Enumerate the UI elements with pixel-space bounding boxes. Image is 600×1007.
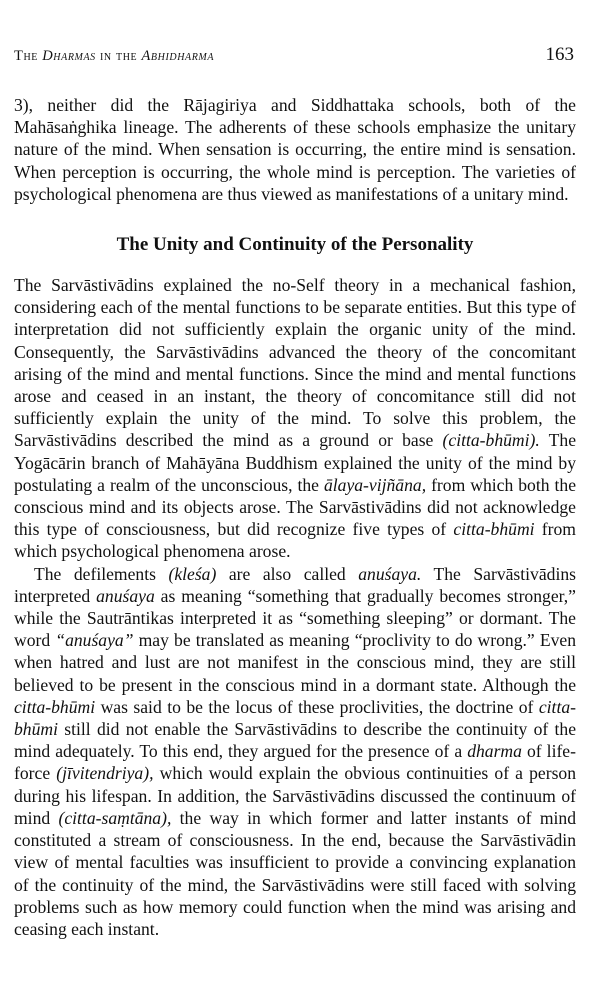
running-title-part: in the (95, 48, 142, 64)
italic-term: anuśaya. (358, 563, 422, 584)
text-run: from which psychological phenomena arose. (14, 519, 576, 562)
italic-term: “anuśaya” (55, 630, 134, 651)
book-page (14, 44, 576, 940)
section-heading: The Unity and Continuity of the Personality (116, 234, 474, 256)
text-run: The Sarvāstivādins explained the no-Self theory in a mechanical fashion, considering each of the mental functions to be separate entities. But this type of interpretation did not sufficiently explain the organic unity of the mind. Consequently, the Sarvāstivādins advanced the theory of the concomitant arising of the mind and mental functions. Since the mind and mental functions arose and ceased in an instant, the theory of concomitance still did not sufficiently explain the unity of the mind. To solve this problem, the Sarvāstivādins described the mind as a ground or base (14, 275, 576, 451)
italic-term: citta-bhūmi (14, 696, 96, 717)
text-run: The Sarvāstivādins interpreted (14, 563, 576, 606)
italic-term: anuśaya (96, 585, 155, 606)
paragraph-unity (14, 274, 576, 563)
text-run: The defilements (34, 563, 169, 584)
running-head (14, 44, 576, 66)
text-run: the way in which former and latter instants of mind constituted a stream of consciousness. In the end, because the Sarvāstivādin view of mental faculties was insufficient to provide a convincing explanation of the continuity of the mind, the Sarvāstivādins were still faced with solving problems such as how memory could function when the mind was arising and ceasing each instant. (14, 807, 576, 939)
italic-term: citta-bhūmi (14, 696, 576, 740)
text-run: may be translated as meaning “proclivity to do wrong.” Even when hatred and lust are not manifest in the conscious mind, they are still believed to be present in the conscious mind in a dormant state. Although the (14, 630, 576, 695)
page-number: 163 (545, 44, 574, 65)
running-title-part: The (14, 48, 43, 64)
italic-term: (citta-saṃtāna), (58, 807, 172, 828)
italic-term: (jīvitendriya), (56, 763, 154, 784)
paragraph-defilements (14, 563, 576, 940)
text-run: The Yogācārin branch of Mahāyāna Buddhism explained the unity of the mind by postulating a realm of the unconscious, the (14, 430, 576, 495)
italic-term: (citta-bhūmi). (442, 430, 540, 451)
italic-term: citta-bhūmi (453, 519, 535, 540)
text-run: which would explain the obvious continuities of a person during his lifespan. In addition, the Sarvāstivādins discussed the continuum of mind (14, 763, 577, 828)
text-run: still did not enable the Sarvāstivādins to describe the continuity of the mind adequately. To this end, they argued for the presence of a (14, 719, 576, 762)
running-title (14, 48, 214, 65)
text-run: from which both the conscious mind and its objects arose. The Sarvāstivādins did not acknowledge this type of consciousness, but did recognize five types of (14, 474, 576, 540)
text-run: are also called (216, 563, 359, 584)
running-title-italic: Dharmas (42, 48, 96, 64)
italic-term: dharma (467, 741, 522, 762)
running-title-italic: Abhidharma (141, 48, 215, 64)
text-run: as meaning “something that gradually becomes stronger,” while the Sautrāntikas interpreted it as “something sleeping” or dormant. The word (14, 585, 576, 651)
text-run: of lifeforce (14, 741, 576, 784)
italic-term: (kleśa) (168, 563, 217, 584)
italic-term: ālaya-vijñāna, (323, 474, 427, 495)
paragraph-continuation: 3), neither did the Rājagiriya and Siddhattaka schools, both of the Mahāsaṅghika lineage. The adherents of these schools emphasize the unitary nature of the mind. When sensation is occurring, the entire mind is sensation. When perception is occurring, the whole mind is perception. The varieties of psychological phenomena are thus viewed as manifestations of a unitary mind. (14, 95, 576, 204)
text-run: was said to be the locus of these proclivities, the doctrine of (95, 696, 539, 717)
